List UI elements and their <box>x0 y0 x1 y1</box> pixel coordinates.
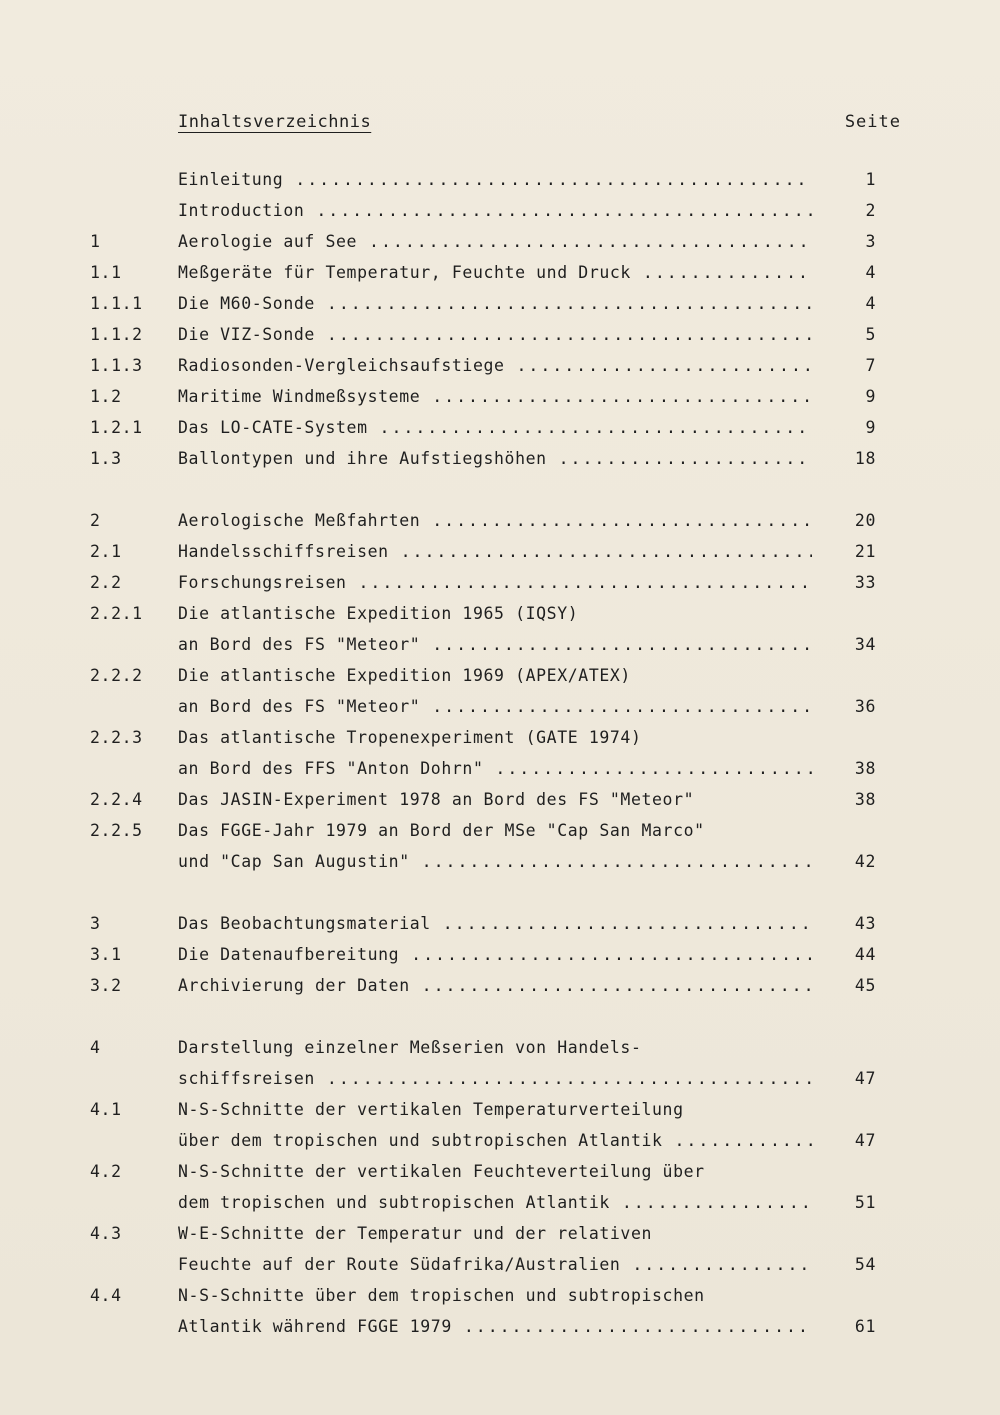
section-number: 1.2 <box>90 387 122 406</box>
page-number: 38 <box>854 759 876 778</box>
section-number: 1.1 <box>90 263 122 282</box>
section-number: 2.2.1 <box>90 604 143 623</box>
toc-entry <box>0 1038 1000 1069</box>
toc-entry <box>0 1069 1000 1100</box>
page-number: 20 <box>854 511 876 530</box>
toc-entry <box>0 790 1000 821</box>
toc-entry <box>0 1193 1000 1224</box>
section-title: Die Datenaufbereitung ..... <box>178 945 812 964</box>
section-title: und "Cap San Augustin" ..... <box>178 852 812 871</box>
toc-entry <box>0 635 1000 666</box>
toc-entry <box>0 449 1000 480</box>
section-number: 2.2.5 <box>90 821 143 840</box>
toc-entry <box>0 201 1000 232</box>
section-title: Introduction ..... <box>178 201 812 220</box>
page-number: 9 <box>865 418 876 437</box>
section-title: N-S-Schnitte der vertikalen Feuchteverteilung über <box>178 1162 705 1181</box>
section-title: N-S-Schnitte der vertikalen Temperaturverteilung <box>178 1100 684 1119</box>
toc-entry <box>0 232 1000 263</box>
page-number: 51 <box>854 1193 876 1212</box>
page-number: 1 <box>865 170 876 189</box>
section-title: Feuchte auf der Route Südafrika/Australien ..... <box>178 1255 812 1274</box>
section-title: an Bord des FFS "Anton Dohrn" ..... <box>178 759 812 778</box>
section-title: Archivierung der Daten ..... <box>178 976 812 995</box>
page-title: Inhaltsverzeichnis <box>178 112 372 132</box>
toc-entry <box>0 263 1000 294</box>
section-title: über dem tropischen und subtropischen Atlantik ..... <box>178 1131 812 1150</box>
section-number: 3.2 <box>90 976 122 995</box>
section-number: 3 <box>90 914 101 933</box>
toc-entry <box>0 387 1000 418</box>
section-number: 1.1.3 <box>90 356 143 375</box>
section-title: Aerologische Meßfahrten ..... <box>178 511 812 530</box>
page-column-label: Seite <box>844 112 901 132</box>
section-title: W-E-Schnitte der Temperatur und der relativen <box>178 1224 653 1243</box>
section-title: Radiosonden-Vergleichsaufstiege ..... <box>178 356 812 375</box>
section-title: Das Beobachtungsmaterial ..... <box>178 914 812 933</box>
section-number: 1.3 <box>90 449 122 468</box>
page-number: 47 <box>854 1069 876 1088</box>
page-number: 54 <box>854 1255 876 1274</box>
table-of-contents <box>0 170 1000 1348</box>
section-number: 4.2 <box>90 1162 122 1181</box>
toc-entry <box>0 666 1000 697</box>
page-number: 33 <box>854 573 876 592</box>
toc-entry <box>0 1131 1000 1162</box>
section-title: Das atlantische Tropenexperiment (GATE 1974) <box>178 728 642 747</box>
toc-entry <box>0 170 1000 201</box>
page-number: 47 <box>854 1131 876 1150</box>
toc-entry <box>0 542 1000 573</box>
page-number: 5 <box>865 325 876 344</box>
toc-header <box>0 112 1000 142</box>
section-title: Die atlantische Expedition 1969 (APEX/ATEX) <box>178 666 631 685</box>
toc-entry <box>0 821 1000 852</box>
page-number: 7 <box>865 356 876 375</box>
toc-entry <box>0 294 1000 325</box>
toc-entry <box>0 1317 1000 1348</box>
page-number: 43 <box>854 914 876 933</box>
section-title: Die M60-Sonde ..... <box>178 294 812 313</box>
page-number: 4 <box>865 263 876 282</box>
section-title: Das LO-CATE-System ..... <box>178 418 812 437</box>
section-number: 1.1.2 <box>90 325 143 344</box>
section-title: an Bord des FS "Meteor" ..... <box>178 697 812 716</box>
page-number: 38 <box>854 790 876 809</box>
toc-entry <box>0 356 1000 387</box>
page-number: 9 <box>865 387 876 406</box>
toc-entry <box>0 1224 1000 1255</box>
section-title: Maritime Windmeßsysteme ..... <box>178 387 812 406</box>
page-number: 34 <box>854 635 876 654</box>
section-title: Darstellung einzelner Meßserien von Handels- <box>178 1038 642 1057</box>
page-number: 45 <box>854 976 876 995</box>
section-title: Meßgeräte für Temperatur, Feuchte und Druck ..... <box>178 263 812 282</box>
toc-entry <box>0 1162 1000 1193</box>
section-title: Atlantik während FGGE 1979 ..... <box>178 1317 812 1336</box>
section-title: N-S-Schnitte über dem tropischen und subtropischen <box>178 1286 705 1305</box>
toc-entry <box>0 1286 1000 1317</box>
toc-entry <box>0 697 1000 728</box>
page-number: 21 <box>854 542 876 561</box>
section-title: Handelsschiffsreisen ..... <box>178 542 812 561</box>
section-number: 1.1.1 <box>90 294 143 313</box>
toc-entry <box>0 511 1000 542</box>
section-title: Aerologie auf See ..... <box>178 232 812 251</box>
toc-entry <box>0 728 1000 759</box>
section-title: Das JASIN-Experiment 1978 an Bord des FS "Meteor" <box>178 790 695 809</box>
section-title: Forschungsreisen ..... <box>178 573 812 592</box>
section-title: dem tropischen und subtropischen Atlantik ..... <box>178 1193 812 1212</box>
page-number: 2 <box>865 201 876 220</box>
toc-entry <box>0 759 1000 790</box>
toc-entry <box>0 325 1000 356</box>
page-number: 36 <box>854 697 876 716</box>
toc-entry <box>0 914 1000 945</box>
section-title: Das FGGE-Jahr 1979 an Bord der MSe "Cap San Marco" <box>178 821 705 840</box>
section-title: an Bord des FS "Meteor" ..... <box>178 635 812 654</box>
toc-entry <box>0 852 1000 883</box>
toc-entry <box>0 573 1000 604</box>
section-number: 4.4 <box>90 1286 122 1305</box>
toc-entry <box>0 604 1000 635</box>
toc-entry <box>0 945 1000 976</box>
page-number: 42 <box>854 852 876 871</box>
section-number: 4.1 <box>90 1100 122 1119</box>
page-number: 4 <box>865 294 876 313</box>
section-title: Die atlantische Expedition 1965 (IQSY) <box>178 604 579 623</box>
section-title: Die VIZ-Sonde ..... <box>178 325 812 344</box>
section-number: 1 <box>90 232 101 251</box>
section-number: 2.1 <box>90 542 122 561</box>
toc-entry <box>0 976 1000 1007</box>
section-number: 2.2.2 <box>90 666 143 685</box>
toc-entry <box>0 418 1000 449</box>
section-title: schiffsreisen ..... <box>178 1069 812 1088</box>
section-number: 2 <box>90 511 101 530</box>
section-number: 2.2 <box>90 573 122 592</box>
page-number: 61 <box>854 1317 876 1336</box>
section-number: 2.2.3 <box>90 728 143 747</box>
section-number: 1.2.1 <box>90 418 143 437</box>
toc-entry <box>0 1255 1000 1286</box>
section-number: 4 <box>90 1038 101 1057</box>
section-number: 2.2.4 <box>90 790 143 809</box>
toc-entry <box>0 1100 1000 1131</box>
page-number: 44 <box>854 945 876 964</box>
page-number: 18 <box>854 449 876 468</box>
section-title: Ballontypen und ihre Aufstiegshöhen ..... <box>178 449 812 468</box>
section-number: 3.1 <box>90 945 122 964</box>
page-number: 3 <box>865 232 876 251</box>
section-title: Einleitung ..... <box>178 170 812 189</box>
section-number: 4.3 <box>90 1224 122 1243</box>
